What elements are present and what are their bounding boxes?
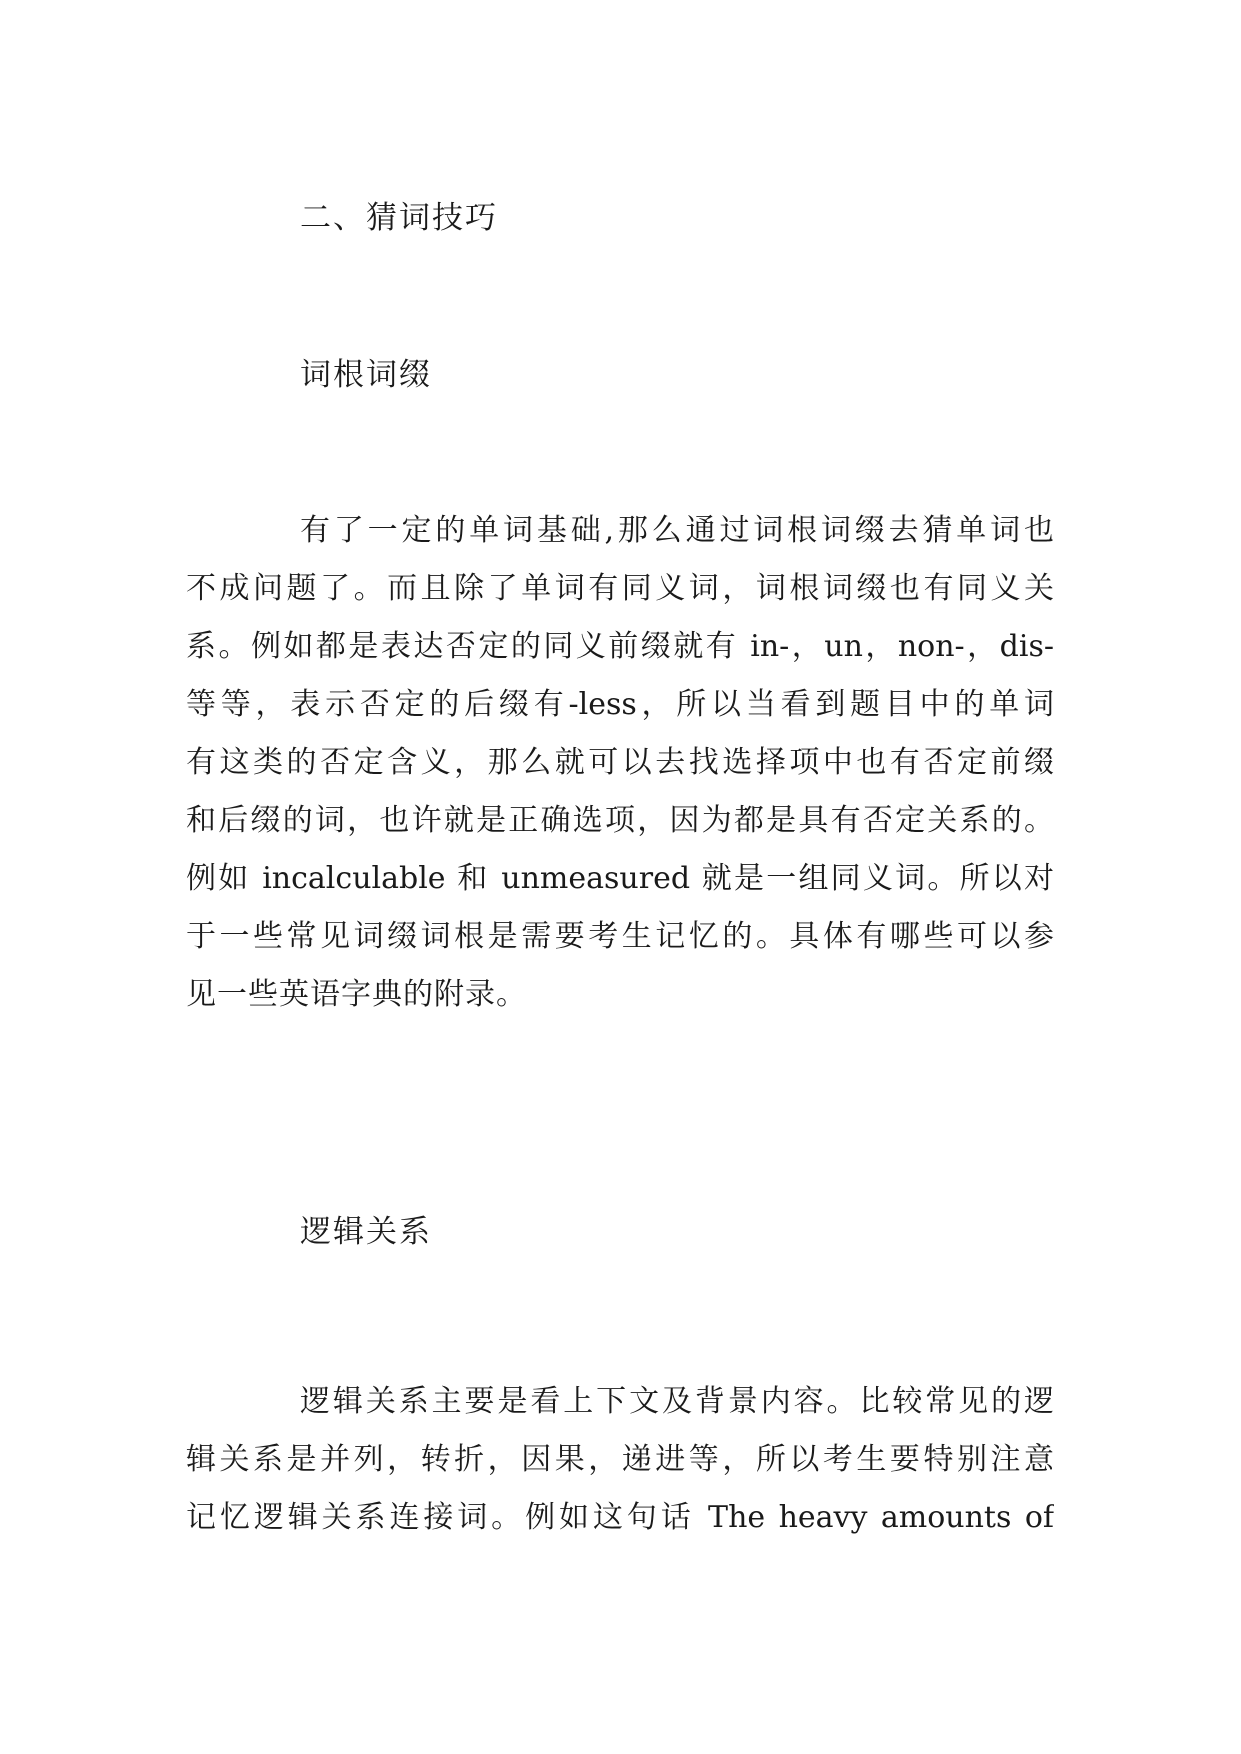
paragraph-line: 系。例如都是表达否定的同义前缀就有 in-，un，non-，dis-: [186, 629, 1054, 664]
paragraph-line: 例如 incalculable 和 unmeasured 就是一组同义词。所以对: [186, 861, 1054, 896]
paragraph-line: 记忆逻辑关系连接词。例如这句话 The heavy amounts of: [186, 1500, 1054, 1535]
paragraph-roots-affixes: [186, 502, 1054, 1024]
subheading-logic: 逻辑关系: [300, 1214, 432, 1250]
paragraph-line: 逻辑关系主要是看上下文及背景内容。比较常见的逻: [300, 1384, 1054, 1419]
paragraph-line: 辑关系是并列，转折，因果，递进等，所以考生要特别注意: [186, 1442, 1054, 1477]
paragraph-line: 有这类的否定含义，那么就可以去找选择项中也有否定前缀: [186, 745, 1054, 780]
paragraph-line: 于一些常见词缀词根是需要考生记忆的。具体有哪些可以参: [186, 919, 1054, 954]
paragraph-line: 有了一定的单词基础,那么通过词根词缀去猜单词也: [300, 513, 1054, 548]
section-heading: 二、猜词技巧: [300, 200, 498, 236]
paragraph-logic: [186, 1373, 1054, 1547]
paragraph-line: 和后缀的词，也许就是正确选项，因为都是具有否定关系的。: [186, 803, 1054, 838]
paragraph-line: 不成问题了。而且除了单词有同义词，词根词缀也有同义关: [186, 571, 1054, 606]
subheading-roots-affixes: 词根词缀: [300, 357, 432, 393]
paragraph-line: 见一些英语字典的附录。: [186, 977, 527, 1012]
paragraph-line: 等等，表示否定的后缀有-less，所以当看到题目中的单词: [186, 687, 1054, 722]
